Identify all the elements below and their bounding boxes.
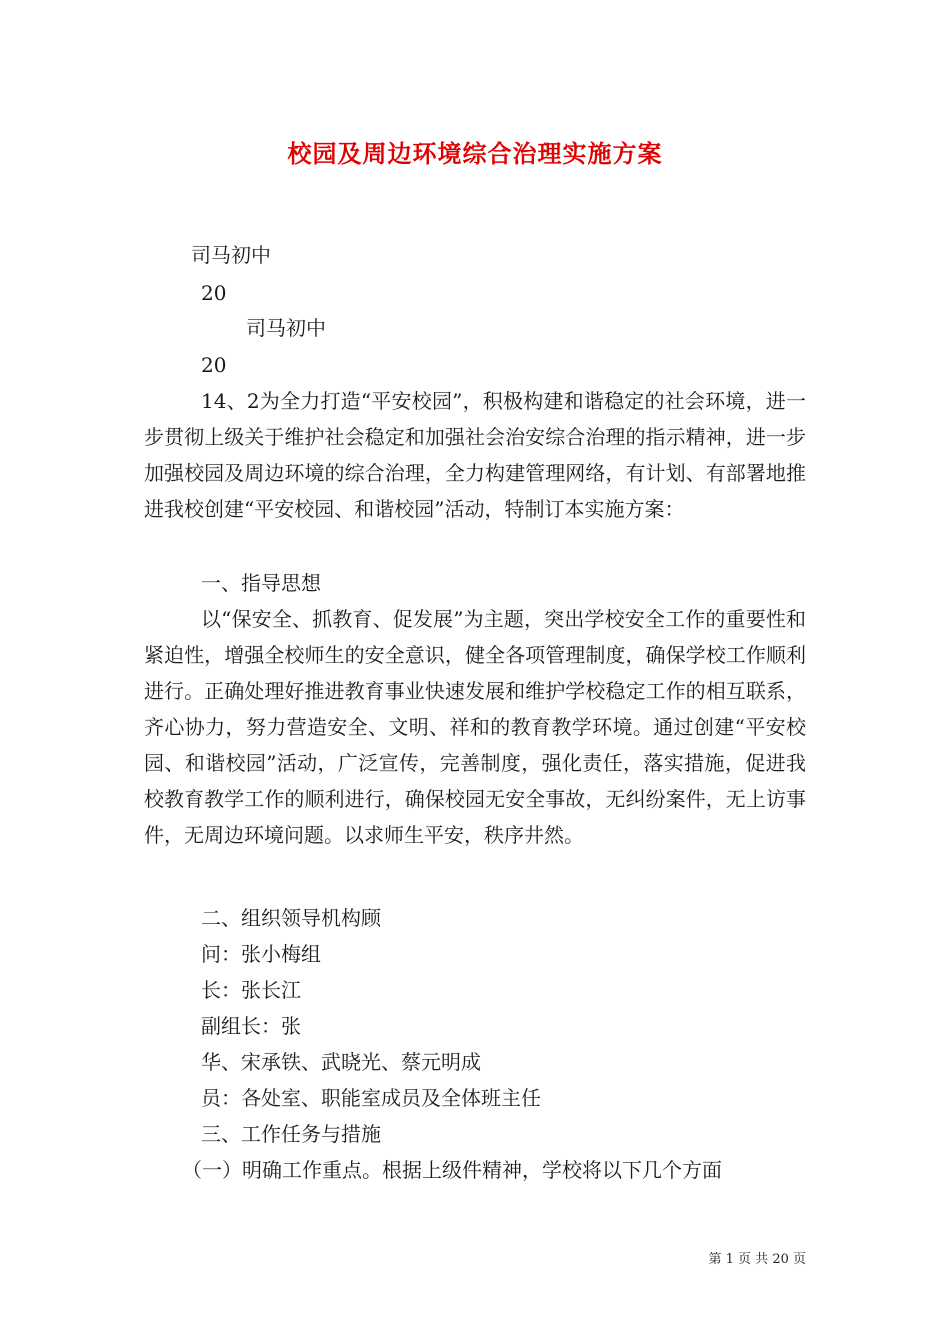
org-line: 副组长：张 [201, 1014, 301, 1038]
school-name-line: 司马初中 [191, 243, 271, 267]
section-1-body: 以“保安全、抓教育、促发展”为主题，突出学校安全工作的重要性和紧迫性，增强全校师生的安全意识，健全各项管理制度，确保学校工作顺利进行。正确处理好推进教育事业快速发展和维护学校稳定工作的相互联系，齐心协力，努力营造安全、文明、祥和的教育教学环境。通过创建“平安校园、和谐校园”活动，广泛宣传，完善制度，强化责任，落实措施，促进我校教育教学工作的顺利进行，确保校园无安全事故，无纠纷案件，无上访事件，无周边环境问题。以求师生平安，秩序井然。 [144, 607, 806, 847]
section-2-heading: 二、组织领导机构顾 [201, 906, 381, 930]
section-3-line: （一）明确工作重点。根据上级件精神，学校将以下几个方面 [182, 1158, 722, 1182]
school-name-line: 司马初中 [246, 316, 326, 340]
section-2 [144, 900, 806, 1188]
section-3-heading: 三、工作任务与措施 [201, 1122, 381, 1146]
section-1-heading: 一、指导思想 [201, 571, 321, 595]
document-title: 校园及周边环境综合治理实施方案 [287, 139, 663, 168]
page-number: 第 1 页 共 20 页 [708, 1252, 806, 1267]
org-line: 华、宋承铁、武晓光、蔡元明成 [201, 1050, 481, 1074]
org-line: 长：张长江 [201, 978, 301, 1002]
section-1 [144, 565, 806, 853]
intro-text: 14、2为全力打造“平安校园”，积极构建和谐稳定的社会环境，进一步贯彻上级关于维护社会稳定和加强社会治安综合治理的指示精神，进一步加强校园及周边环境的综合治理，全力构建管理网络，有计划、有部署地推进我校创建“平安校园、和谐校园”活动，特制订本实施方案： [144, 389, 806, 521]
org-line: 员：各处室、职能室成员及全体班主任 [201, 1086, 541, 1110]
org-line: 问：张小梅组 [201, 942, 321, 966]
year-line: 20 [201, 281, 227, 305]
intro-paragraph [144, 383, 806, 527]
year-line: 20 [201, 353, 227, 377]
